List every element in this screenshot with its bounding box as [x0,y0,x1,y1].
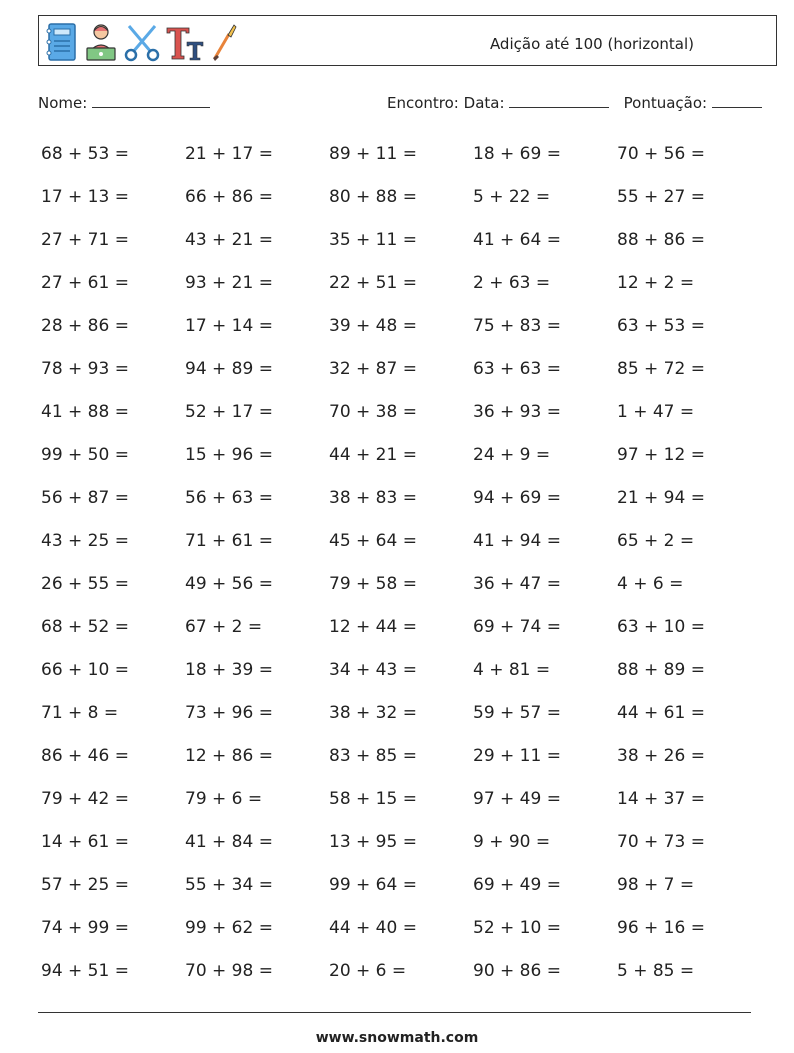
problem-row [41,348,761,391]
name-label: Nome: [38,94,88,112]
problem-item: 68 + 53 = [41,144,129,164]
problem-item: 86 + 46 = [41,746,129,766]
problem-row [41,692,761,735]
problem-row [41,950,761,993]
date-label: Data: [463,94,505,112]
problem-item: 20 + 6 = [329,961,407,981]
problem-item: 56 + 87 = [41,488,129,508]
problem-item: 98 + 7 = [617,875,695,895]
problem-item: 73 + 96 = [185,703,273,723]
problem-item: 17 + 14 = [185,316,273,336]
problem-item: 94 + 51 = [41,961,129,981]
problem-item: 38 + 83 = [329,488,417,508]
problem-item: 13 + 95 = [329,832,417,852]
problem-row [41,520,761,563]
problem-item: 32 + 87 = [329,359,417,379]
problem-item: 26 + 55 = [41,574,129,594]
problem-row [41,778,761,821]
problem-item: 41 + 64 = [473,230,561,250]
problem-row [41,176,761,219]
problem-item: 70 + 56 = [617,144,705,164]
problem-item: 18 + 69 = [473,144,561,164]
problem-item: 22 + 51 = [329,273,417,293]
problem-row [41,262,761,305]
date-blank[interactable] [509,93,609,108]
problem-item: 27 + 61 = [41,273,129,293]
problem-item: 58 + 15 = [329,789,417,809]
problem-item: 78 + 93 = [41,359,129,379]
problem-item: 71 + 61 = [185,531,273,551]
problem-item: 43 + 25 = [41,531,129,551]
problem-item: 5 + 22 = [473,187,551,207]
problem-item: 17 + 13 = [41,187,129,207]
score-label: Pontuação: [623,94,708,112]
problem-item: 18 + 39 = [185,660,273,680]
problem-item: 99 + 50 = [41,445,129,465]
problem-item: 75 + 83 = [473,316,561,336]
problem-item: 71 + 8 = [41,703,119,723]
problem-item: 96 + 16 = [617,918,705,938]
problem-item: 55 + 34 = [185,875,273,895]
name-field [38,93,210,112]
problem-item: 34 + 43 = [329,660,417,680]
problem-item: 56 + 63 = [185,488,273,508]
problem-item: 36 + 47 = [473,574,561,594]
problem-item: 44 + 40 = [329,918,417,938]
problem-item: 41 + 94 = [473,531,561,551]
problem-item: 44 + 21 = [329,445,417,465]
problem-item: 94 + 89 = [185,359,273,379]
problem-item: 28 + 86 = [41,316,129,336]
footer-divider [38,1012,751,1013]
problem-item: 97 + 49 = [473,789,561,809]
problem-item: 52 + 17 = [185,402,273,422]
text-size-icon [165,22,205,62]
problem-item: 69 + 74 = [473,617,561,637]
problem-item: 63 + 10 = [617,617,705,637]
problem-item: 12 + 2 = [617,273,695,293]
problem-item: 1 + 47 = [617,402,695,422]
problem-item: 35 + 11 = [329,230,417,250]
problem-item: 29 + 11 = [473,746,561,766]
problem-item: 57 + 25 = [41,875,129,895]
problem-item: 4 + 81 = [473,660,551,680]
paintbrush-icon [209,22,239,62]
problem-row [41,821,761,864]
score-blank[interactable] [712,93,762,108]
problem-item: 5 + 85 = [617,961,695,981]
problem-item: 12 + 86 = [185,746,273,766]
problem-item: 79 + 58 = [329,574,417,594]
problem-item: 66 + 10 = [41,660,129,680]
problem-item: 79 + 42 = [41,789,129,809]
problem-item: 79 + 6 = [185,789,263,809]
problem-item: 74 + 99 = [41,918,129,938]
problem-item: 94 + 69 = [473,488,561,508]
problem-item: 15 + 96 = [185,445,273,465]
problem-row [41,477,761,520]
problem-item: 55 + 27 = [617,187,705,207]
problem-item: 44 + 61 = [617,703,705,723]
problem-row [41,649,761,692]
problem-item: 90 + 86 = [473,961,561,981]
problem-item: 88 + 86 = [617,230,705,250]
problem-item: 69 + 49 = [473,875,561,895]
worksheet-header [38,15,777,66]
problem-item: 39 + 48 = [329,316,417,336]
problem-item: 36 + 93 = [473,402,561,422]
problem-row [41,907,761,950]
problem-item: 59 + 57 = [473,703,561,723]
problem-item: 66 + 86 = [185,187,273,207]
problem-grid [41,133,761,993]
problem-row [41,563,761,606]
problem-item: 63 + 63 = [473,359,561,379]
problem-item: 41 + 88 = [41,402,129,422]
problem-item: 68 + 52 = [41,617,129,637]
problem-item: 63 + 53 = [617,316,705,336]
problem-item: 93 + 21 = [185,273,273,293]
problem-item: 43 + 21 = [185,230,273,250]
problem-item: 83 + 85 = [329,746,417,766]
problem-item: 21 + 94 = [617,488,705,508]
problem-item: 38 + 26 = [617,746,705,766]
encounter-label: Encontro: [387,94,459,112]
problem-row [41,133,761,176]
problem-row [41,864,761,907]
problem-item: 67 + 2 = [185,617,263,637]
problem-item: 99 + 62 = [185,918,273,938]
problem-row [41,219,761,262]
problem-item: 52 + 10 = [473,918,561,938]
problem-item: 88 + 89 = [617,660,705,680]
problem-item: 70 + 73 = [617,832,705,852]
problem-item: 14 + 61 = [41,832,129,852]
problem-item: 41 + 84 = [185,832,273,852]
scissors-icon [123,22,161,62]
problem-item: 9 + 90 = [473,832,551,852]
date-score-fields [387,93,762,112]
problem-item: 65 + 2 = [617,531,695,551]
name-blank[interactable] [92,93,210,108]
problem-item: 99 + 64 = [329,875,417,895]
problem-row [41,735,761,778]
header-icons [45,20,243,64]
problem-row [41,606,761,649]
notebook-icon [45,22,79,62]
person-at-laptop-icon [83,22,119,62]
footer-website: www.snowmath.com [315,1030,479,1046]
problem-row [41,434,761,477]
problem-item: 89 + 11 = [329,144,417,164]
problem-row [41,391,761,434]
problem-item: 38 + 32 = [329,703,417,723]
problem-item: 49 + 56 = [185,574,273,594]
problem-item: 45 + 64 = [329,531,417,551]
problem-item: 97 + 12 = [617,445,705,465]
problem-item: 12 + 44 = [329,617,417,637]
worksheet-title: Adição até 100 (horizontal) [489,35,694,53]
problem-item: 70 + 98 = [185,961,273,981]
problem-row [41,305,761,348]
problem-item: 14 + 37 = [617,789,705,809]
problem-item: 70 + 38 = [329,402,417,422]
problem-item: 21 + 17 = [185,144,273,164]
problem-item: 80 + 88 = [329,187,417,207]
problem-item: 4 + 6 = [617,574,684,594]
problem-item: 27 + 71 = [41,230,129,250]
problem-item: 24 + 9 = [473,445,551,465]
problem-item: 85 + 72 = [617,359,705,379]
problem-item: 2 + 63 = [473,273,551,293]
